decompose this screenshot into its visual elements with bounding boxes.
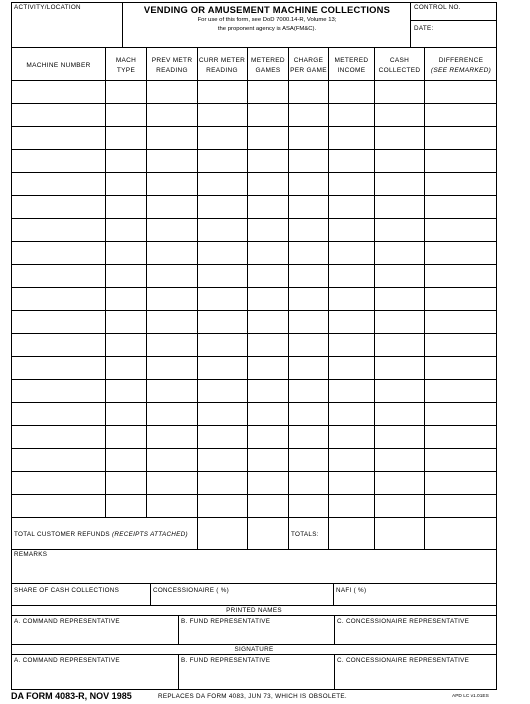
table-cell[interactable] — [12, 311, 105, 333]
table-cell[interactable] — [12, 495, 105, 517]
table-cell[interactable] — [329, 449, 374, 471]
table-cell[interactable] — [147, 104, 197, 126]
table-cell[interactable] — [12, 104, 105, 126]
table-cell[interactable] — [248, 334, 288, 356]
table-cell[interactable] — [106, 449, 146, 471]
table-cell[interactable] — [147, 357, 197, 379]
table-cell[interactable] — [329, 127, 374, 149]
table-cell[interactable] — [106, 403, 146, 425]
table-cell[interactable] — [329, 242, 374, 264]
table-cell[interactable] — [375, 449, 424, 471]
remarks-field[interactable] — [12, 560, 496, 582]
table-cell[interactable] — [425, 219, 497, 241]
table-cell[interactable] — [248, 288, 288, 310]
table-cell[interactable] — [12, 288, 105, 310]
col-metered-games: METERED GAMES — [251, 57, 285, 74]
table-cell[interactable] — [425, 150, 497, 172]
table-cell[interactable] — [375, 472, 424, 494]
col-mach-type: MACH TYPE — [115, 57, 137, 74]
col-charge-per-game: CHARGE PER GAME — [290, 57, 327, 74]
table-cell[interactable] — [106, 196, 146, 218]
table-cell[interactable] — [375, 104, 424, 126]
table-cell[interactable] — [248, 495, 288, 517]
printed-command-rep[interactable]: A. COMMAND REPRESENTATIVE — [14, 618, 120, 625]
table-cell[interactable] — [425, 196, 497, 218]
table-cell[interactable] — [375, 357, 424, 379]
table-cell[interactable] — [425, 426, 497, 448]
table-cell[interactable] — [106, 357, 146, 379]
table-cell[interactable] — [375, 219, 424, 241]
totals-difference-field[interactable] — [425, 519, 497, 548]
table-cell[interactable] — [329, 104, 374, 126]
table-cell[interactable] — [198, 472, 247, 494]
table-cell[interactable] — [106, 288, 146, 310]
table-cell[interactable] — [198, 449, 247, 471]
date-label: DATE: — [414, 25, 434, 32]
table-cell[interactable] — [248, 265, 288, 287]
table-cell[interactable] — [147, 242, 197, 264]
table-cell[interactable] — [147, 403, 197, 425]
table-cell[interactable] — [106, 150, 146, 172]
table-cell[interactable] — [329, 311, 374, 333]
table-cell[interactable] — [375, 311, 424, 333]
table-cell[interactable] — [147, 81, 197, 103]
table-cell[interactable] — [147, 495, 197, 517]
col-prev-metr-reading: PREV METR READING — [151, 57, 193, 74]
table-cell[interactable] — [289, 288, 328, 310]
table-cell[interactable] — [289, 265, 328, 287]
table-cell[interactable] — [198, 173, 247, 195]
table-cell[interactable] — [248, 104, 288, 126]
table-cell[interactable] — [147, 426, 197, 448]
table-cell[interactable] — [248, 173, 288, 195]
table-cell[interactable] — [425, 472, 497, 494]
col-cash-collected: CASH COLLECTED — [378, 57, 421, 74]
table-cell[interactable] — [375, 380, 424, 402]
table-cell[interactable] — [198, 495, 247, 517]
table-cell[interactable] — [198, 242, 247, 264]
table-cell[interactable] — [147, 380, 197, 402]
table-cell[interactable] — [375, 196, 424, 218]
table-cell[interactable] — [198, 403, 247, 425]
table-cell[interactable] — [106, 380, 146, 402]
table-cell[interactable] — [329, 472, 374, 494]
table-cell[interactable] — [248, 472, 288, 494]
table-cell[interactable] — [106, 104, 146, 126]
table-cell[interactable] — [289, 196, 328, 218]
table-cell[interactable] — [198, 288, 247, 310]
table-cell[interactable] — [289, 173, 328, 195]
signature-command-rep[interactable]: A. COMMAND REPRESENTATIVE — [14, 657, 120, 664]
table-cell[interactable] — [375, 173, 424, 195]
table-cell[interactable] — [12, 242, 105, 264]
col-machine-number: MACHINE NUMBER — [26, 62, 91, 69]
table-cell[interactable] — [329, 357, 374, 379]
table-cell[interactable] — [106, 242, 146, 264]
totals-income-field[interactable] — [329, 519, 374, 548]
activity-location-label: ACTIVITY/LOCATION — [14, 4, 81, 11]
table-cell[interactable] — [106, 173, 146, 195]
version-label: APD LC v1.01ES — [452, 694, 489, 699]
printed-concessionaire-rep[interactable]: C. CONCESSIONAIRE REPRESENTATIVE — [337, 618, 470, 625]
table-cell[interactable] — [289, 311, 328, 333]
table-cell[interactable] — [12, 380, 105, 402]
control-no-label: CONTROL NO. — [414, 4, 461, 11]
table-cell[interactable] — [147, 265, 197, 287]
table-cell[interactable] — [198, 219, 247, 241]
table-cell[interactable] — [329, 403, 374, 425]
table-cell[interactable] — [425, 242, 497, 264]
table-cell[interactable] — [248, 127, 288, 149]
table-cell[interactable] — [375, 150, 424, 172]
table-cell[interactable] — [106, 265, 146, 287]
form-id: DA FORM 4083-R, NOV 1985 — [11, 691, 132, 701]
table-cell[interactable] — [106, 311, 146, 333]
table-cell[interactable] — [106, 495, 146, 517]
table-cell[interactable] — [12, 357, 105, 379]
signature-fund-rep[interactable]: B. FUND REPRESENTATIVE — [181, 657, 271, 664]
col-curr-meter-reading: CURR METER READING — [198, 57, 246, 74]
table-cell[interactable] — [12, 150, 105, 172]
table-cell[interactable] — [425, 357, 497, 379]
table-cell[interactable] — [12, 173, 105, 195]
table-cell[interactable] — [248, 357, 288, 379]
table-cell[interactable] — [375, 265, 424, 287]
table-cell[interactable] — [425, 449, 497, 471]
table-cell[interactable] — [12, 426, 105, 448]
table-cell[interactable] — [248, 449, 288, 471]
table-cell[interactable] — [248, 81, 288, 103]
table-cell[interactable] — [147, 311, 197, 333]
table-cell[interactable] — [147, 472, 197, 494]
form-subtitle-line2: the proponent agency is ASA(FM&C). — [217, 26, 317, 32]
table-cell[interactable] — [425, 288, 497, 310]
table-cell[interactable] — [375, 495, 424, 517]
table-cell[interactable] — [425, 334, 497, 356]
table-cell[interactable] — [375, 242, 424, 264]
table-cell[interactable] — [375, 127, 424, 149]
table-cell[interactable] — [12, 219, 105, 241]
table-cell[interactable] — [425, 380, 497, 402]
table-cell[interactable] — [147, 334, 197, 356]
activity-location-field[interactable] — [12, 10, 121, 46]
totals-label: TOTALS: — [291, 531, 319, 538]
table-cell[interactable] — [248, 403, 288, 425]
table-cell[interactable] — [289, 219, 328, 241]
table-cell[interactable] — [329, 173, 374, 195]
table-cell[interactable] — [289, 357, 328, 379]
table-cell[interactable] — [248, 426, 288, 448]
table-cell[interactable] — [198, 311, 247, 333]
table-cell[interactable] — [289, 380, 328, 402]
table-cell[interactable] — [147, 196, 197, 218]
table-cell[interactable] — [289, 426, 328, 448]
table-cell[interactable] — [289, 150, 328, 172]
table-cell[interactable] — [248, 150, 288, 172]
table-cell[interactable] — [425, 311, 497, 333]
table-cell[interactable] — [375, 288, 424, 310]
table-cell[interactable] — [425, 403, 497, 425]
total-refunds-label: TOTAL CUSTOMER REFUNDS (RECEIPTS ATTACHED) — [14, 531, 188, 538]
total-refunds-field[interactable] — [198, 519, 246, 548]
printed-fund-rep[interactable]: B. FUND REPRESENTATIVE — [181, 618, 271, 625]
table-cell[interactable] — [198, 357, 247, 379]
table-cell[interactable] — [425, 173, 497, 195]
table-cell[interactable] — [248, 219, 288, 241]
totals-cash-field[interactable] — [375, 519, 424, 548]
table-cell[interactable] — [106, 426, 146, 448]
table-cell[interactable] — [289, 127, 328, 149]
table-cell[interactable] — [289, 472, 328, 494]
table-cell[interactable] — [198, 265, 247, 287]
table-cell[interactable] — [106, 472, 146, 494]
form-title: VENDING OR AMUSEMENT MACHINE COLLECTIONS — [143, 4, 391, 15]
concessionaire-share-field[interactable]: CONCESSIONAIRE ( %) — [153, 587, 230, 594]
table-cell[interactable] — [198, 104, 247, 126]
table-cell[interactable] — [289, 242, 328, 264]
table-cell[interactable] — [12, 449, 105, 471]
table-cell[interactable] — [375, 403, 424, 425]
table-cell[interactable] — [425, 265, 497, 287]
col-metered-income: METERED INCOME — [334, 57, 369, 74]
table-cell[interactable] — [198, 150, 247, 172]
table-cell[interactable] — [329, 150, 374, 172]
table-cell[interactable] — [198, 127, 247, 149]
table-cell[interactable] — [329, 334, 374, 356]
table-cell[interactable] — [425, 104, 497, 126]
table-cell[interactable] — [12, 472, 105, 494]
table-cell[interactable] — [248, 311, 288, 333]
table-cell[interactable] — [12, 127, 105, 149]
table-cell[interactable] — [106, 334, 146, 356]
table-cell[interactable] — [106, 127, 146, 149]
table-cell[interactable] — [12, 196, 105, 218]
table-cell[interactable] — [198, 334, 247, 356]
table-cell[interactable] — [147, 127, 197, 149]
printed-names-label: PRINTED NAMES — [226, 607, 282, 614]
col-difference: DIFFERENCE (SEE REMARKED) — [430, 57, 492, 74]
share-label: SHARE OF CASH COLLECTIONS — [14, 587, 120, 594]
table-cell[interactable] — [425, 495, 497, 517]
table-cell[interactable] — [147, 150, 197, 172]
table-cell[interactable] — [329, 288, 374, 310]
table-cell[interactable] — [12, 81, 105, 103]
table-cell[interactable] — [329, 426, 374, 448]
form-subtitle-line1: For use of this form, see DoD 7000.14-R, Volume 13; — [197, 17, 337, 23]
table-cell[interactable] — [329, 196, 374, 218]
table-cell[interactable] — [147, 219, 197, 241]
table-cell[interactable] — [12, 334, 105, 356]
table-cell[interactable] — [289, 81, 328, 103]
table-cell[interactable] — [425, 81, 497, 103]
table-cell[interactable] — [289, 495, 328, 517]
table-cell[interactable] — [289, 334, 328, 356]
remarks-label: REMARKS — [14, 551, 48, 558]
table-cell[interactable] — [106, 219, 146, 241]
table-cell[interactable] — [12, 265, 105, 287]
table-cell[interactable] — [329, 219, 374, 241]
table-cell[interactable] — [198, 380, 247, 402]
table-cell[interactable] — [198, 81, 247, 103]
table-cell[interactable] — [289, 449, 328, 471]
table-cell[interactable] — [329, 265, 374, 287]
table-cell[interactable] — [375, 426, 424, 448]
replaces-note: REPLACES DA FORM 4083, JUN 73, WHICH IS OBSOLETE. — [158, 693, 347, 700]
signature-label: SIGNATURE — [234, 646, 274, 653]
table-cell[interactable] — [12, 403, 105, 425]
table-cell[interactable] — [248, 242, 288, 264]
table-cell[interactable] — [198, 426, 247, 448]
table-cell[interactable] — [248, 196, 288, 218]
table-cell[interactable] — [248, 380, 288, 402]
table-cell[interactable] — [329, 81, 374, 103]
table-cell[interactable] — [289, 403, 328, 425]
table-cell[interactable] — [147, 449, 197, 471]
table-cell[interactable] — [329, 380, 374, 402]
table-cell[interactable] — [425, 127, 497, 149]
table-cell[interactable] — [289, 104, 328, 126]
table-cell[interactable] — [147, 288, 197, 310]
table-cell[interactable] — [198, 196, 247, 218]
table-cell[interactable] — [375, 81, 424, 103]
table-cell[interactable] — [147, 173, 197, 195]
table-cell[interactable] — [375, 334, 424, 356]
table-cell[interactable] — [329, 495, 374, 517]
table-cell[interactable] — [106, 81, 146, 103]
signature-concessionaire-rep[interactable]: C. CONCESSIONAIRE REPRESENTATIVE — [337, 657, 470, 664]
nafi-share-field[interactable]: NAFI ( %) — [336, 587, 367, 594]
